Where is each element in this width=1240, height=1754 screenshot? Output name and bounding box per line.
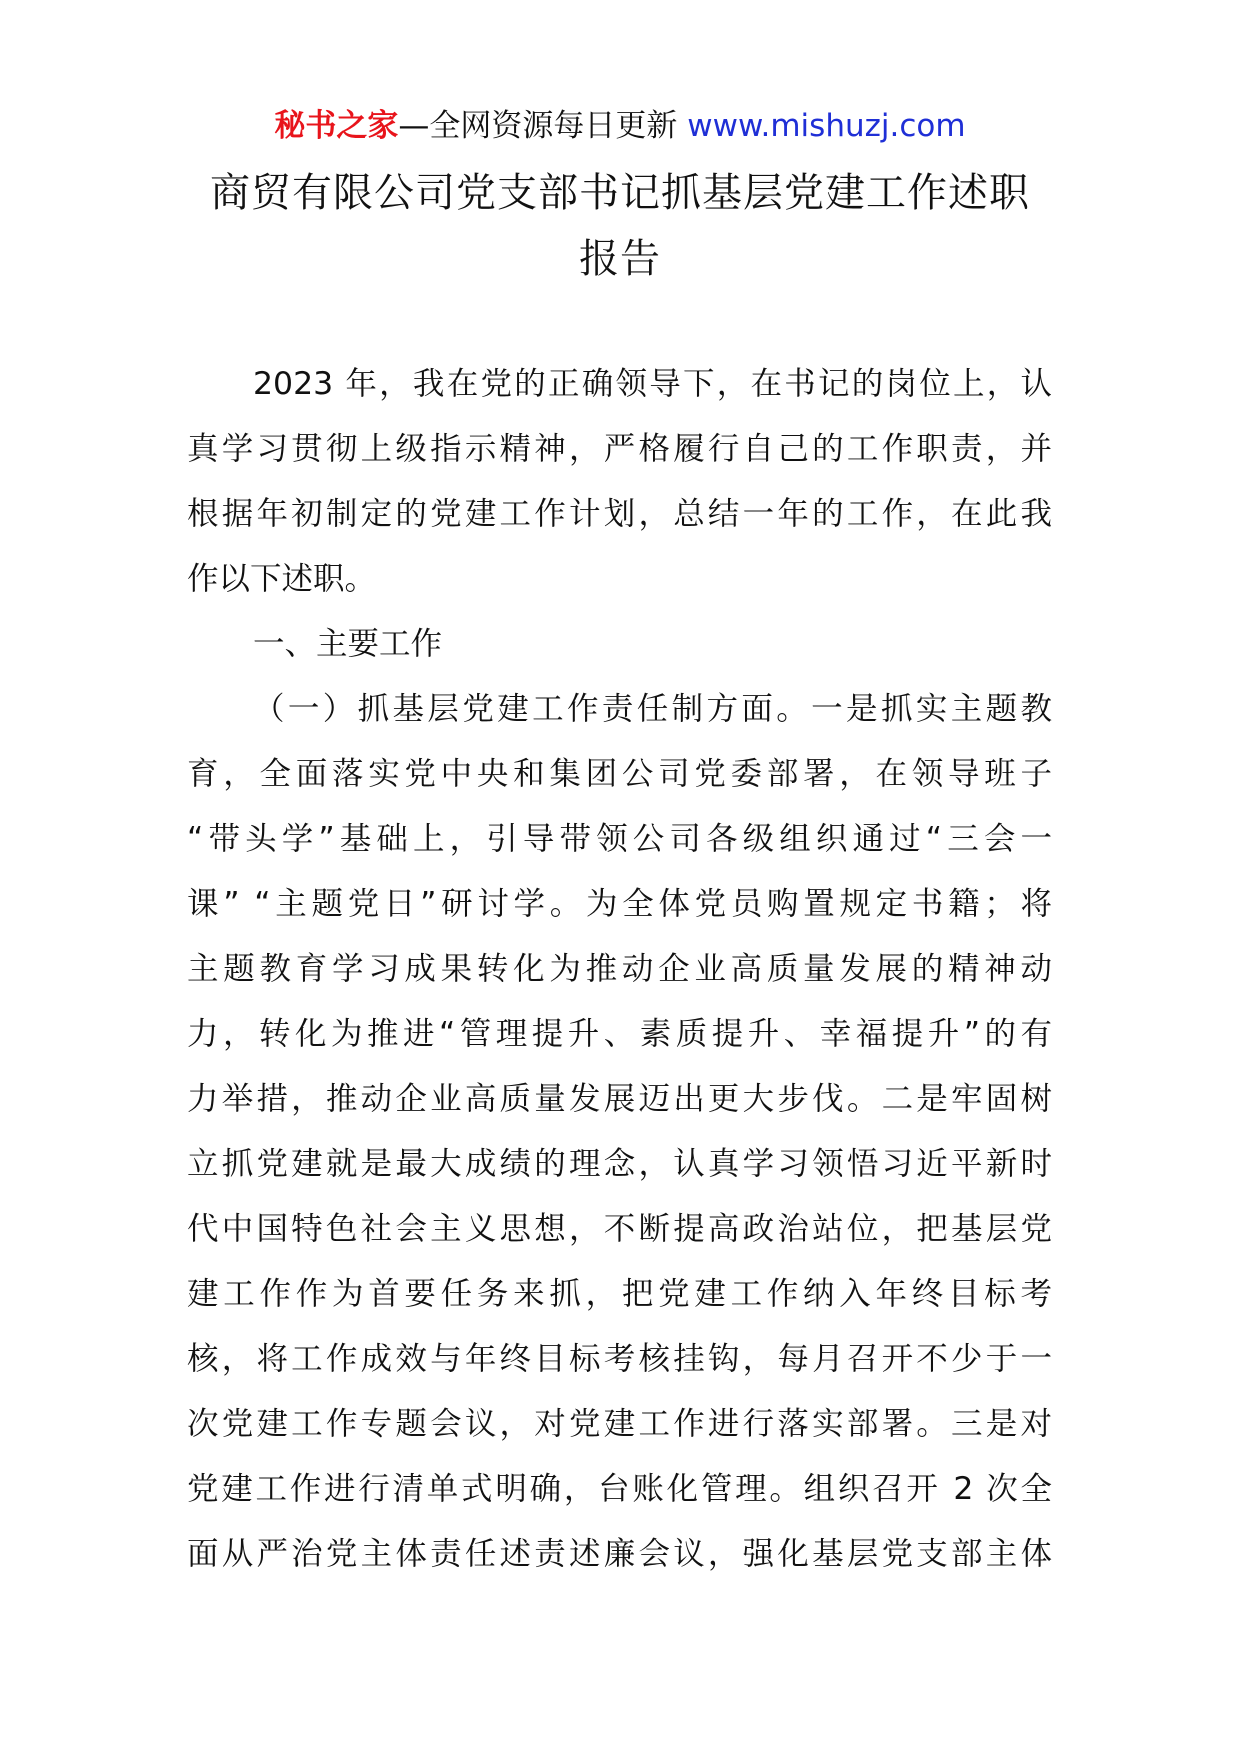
section-heading: 一、主要工作 [253,626,443,662]
body-line: 力举措，推动企业高质量发展迈出更大步伐。二是牢固树 [187,1081,1052,1117]
site-url-link[interactable]: www.mishuzj.com [687,108,966,144]
body-line: 核，将工作成效与年终目标考核挂钩，每月召开不少于一 [187,1341,1052,1377]
title-line: 商贸有限公司党支部书记抓基层党建工作述职 [210,170,1030,216]
body-line: 党建工作进行清单式明确，台账化管理。组织召开 2 次全 [187,1471,1052,1507]
site-header [0,104,1240,148]
body-line: 课” “主题党日”研讨学。为全体党员购置规定书籍；将 [187,886,1052,922]
title-line: 报告 [579,236,661,282]
body-line: 2023 年，我在党的正确领导下，在书记的岗位上，认 [253,366,1052,402]
header-tagline: —全网资源每日更新 [398,108,688,144]
document-body [187,352,1052,1587]
body-line: 代中国特色社会主义思想，不断提高政治站位，把基层党 [187,1211,1052,1247]
body-line: 育，全面落实党中央和集团公司党委部署，在领导班子 [187,756,1052,792]
body-line: 立抓党建就是最大成绩的理念，认真学习领悟习近平新时 [187,1146,1052,1182]
body-line: 作以下述职。 [187,561,377,597]
body-line: 次党建工作专题会议，对党建工作进行落实部署。三是对 [187,1406,1052,1442]
body-line: 根据年初制定的党建工作计划，总结一年的工作，在此我 [187,496,1052,532]
body-line: 建工作作为首要任务来抓，把党建工作纳入年终目标考 [187,1276,1052,1312]
body-line: 面从严治党主体责任述责述廉会议，强化基层党支部主体 [187,1536,1052,1572]
body-line: 真学习贯彻上级指示精神，严格履行自己的工作职责，并 [187,431,1052,467]
body-line: 主题教育学习成果转化为推动企业高质量发展的精神动 [187,951,1052,987]
document-title [150,160,1090,292]
body-line: “带头学”基础上，引导带领公司各级组织通过“三会一 [187,821,1052,857]
brand-name: 秘书之家 [274,108,399,144]
body-line: 力，转化为推进“管理提升、素质提升、幸福提升”的有 [187,1016,1052,1052]
body-line: （一）抓基层党建工作责任制方面。一是抓实主题教 [253,691,1052,727]
